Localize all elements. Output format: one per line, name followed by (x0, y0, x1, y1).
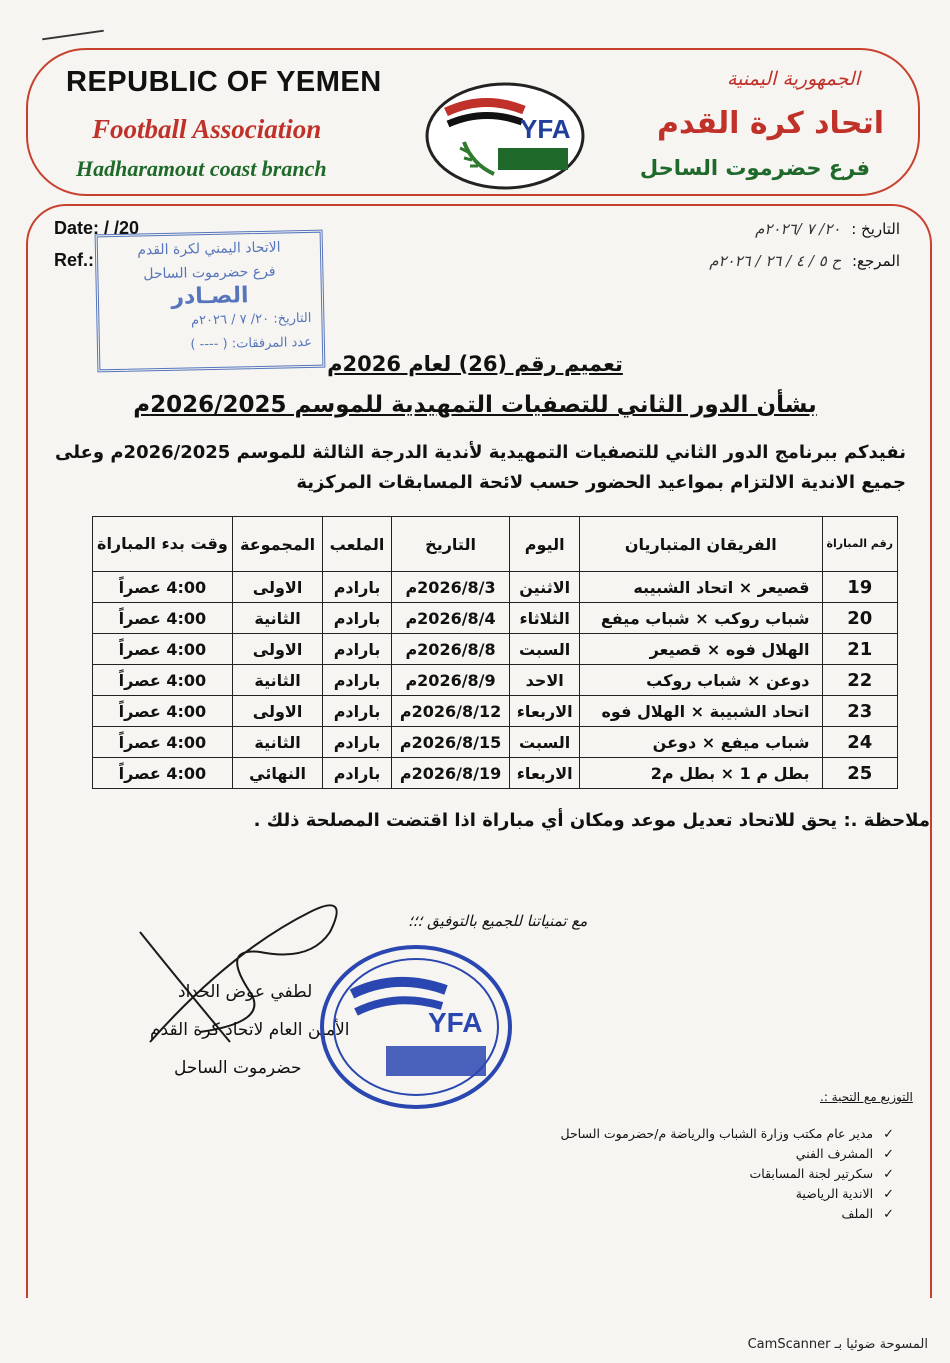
cell-match-number: 25 (822, 758, 897, 789)
cell-venue: بارادم (323, 758, 391, 789)
cell-day: السبت (510, 634, 580, 665)
cell-teams: بطل م 1 × بطل م2 (580, 758, 823, 789)
header-match-number: رقم المباراة (822, 517, 897, 572)
cell-group: الثانية (232, 727, 322, 758)
cell-group: الثانية (232, 665, 322, 696)
cell-venue: بارادم (323, 727, 391, 758)
closing-wishes: مع تمنياتنا للجميع بالتوفيق ؛؛؛ (408, 912, 588, 930)
circular-intro: نفيدكم ببرنامج الدور الثاني للتصفيات التمهيدية لأندية الدرجة الثالثة للموسم 2026/2025م وعلى جميع الاندية الالتزام بمواعيد الحضور حسب لائحة المسابقات المركزية (55, 442, 906, 493)
cell-match-number: 22 (822, 665, 897, 696)
outgoing-stamp (95, 230, 326, 373)
ar-branch-name: فرع حضرموت الساحل (639, 156, 870, 180)
en-association-name: Football Association (92, 114, 322, 144)
ar-ref-value: ح ٥ / ٤ / ٢٦ / ٢٠٢٦م (709, 252, 842, 270)
circular-number: تعميم رقم (26) لعام 2026م (327, 352, 623, 376)
cell-start-time: 4:00 عصراً (93, 727, 233, 758)
table-row (93, 634, 898, 665)
cell-day: الاحد (510, 665, 580, 696)
cell-date: 2026/8/9م (391, 665, 510, 696)
table-row (93, 603, 898, 634)
cell-start-time: 4:00 عصراً (93, 603, 233, 634)
round-official-stamp (316, 942, 516, 1112)
ar-association-name: اتحاد كرة القدم (657, 106, 884, 141)
match-schedule-table (92, 516, 898, 789)
cell-date: 2026/8/19م (391, 758, 510, 789)
cell-day: الاربعاء (510, 758, 580, 789)
cell-start-time: 4:00 عصراً (93, 634, 233, 665)
stamp-line-outgoing: الصـادر (171, 283, 249, 310)
cell-date: 2026/8/12م (391, 696, 510, 727)
ar-date-line (755, 220, 900, 238)
cell-venue: بارادم (323, 572, 391, 603)
ar-republic-title: الجمهورية اليمنية (726, 68, 860, 90)
en-ref-label: Ref.: (54, 250, 94, 270)
header-group: المجموعة (232, 517, 322, 572)
cell-venue: بارادم (323, 603, 391, 634)
cell-venue: بارادم (323, 696, 391, 727)
stamp-line-date: التاريخ: ٢٠/ ٧ / ٢٠٢٦م (190, 310, 312, 329)
cell-start-time: 4:00 عصراً (93, 572, 233, 603)
header-date: التاريخ (391, 517, 510, 572)
note-text: ملاحظة .: يحق للاتحاد تعديل موعد ومكان أي مباراة اذا اقتضت المصلحة ذلك . (253, 810, 930, 831)
corner-pen-mark (42, 30, 104, 41)
ar-date-label: التاريخ : (851, 220, 900, 238)
cell-start-time: 4:00 عصراً (93, 696, 233, 727)
signatory-name: لطفي عوض الحداد (178, 982, 313, 1002)
signatory-branch: حضرموت الساحل (174, 1058, 302, 1078)
table-header-row (93, 517, 898, 572)
cell-teams: شباب ميفع × دوعن (580, 727, 823, 758)
distribution-list (560, 1124, 894, 1224)
en-branch-name: Hadharamout coast branch (76, 156, 327, 181)
table-row (93, 665, 898, 696)
cell-day: الاربعاء (510, 696, 580, 727)
ar-ref-line (709, 252, 900, 270)
distribution-item: ✓ الملف (560, 1204, 894, 1224)
distribution-item: ✓ مدير عام مكتب وزارة الشباب والرياضة م/حضرموت الساحل (560, 1124, 894, 1144)
yfa-logo (424, 82, 586, 190)
table-row (93, 727, 898, 758)
signatory-title: الأمين العام لاتحاد كرة القدم (150, 1020, 350, 1040)
cell-date: 2026/8/8م (391, 634, 510, 665)
cell-teams: قصيعر × اتحاد الشبيبه (580, 572, 823, 603)
distribution-item: ✓ سكرتير لجنة المسابقات (560, 1164, 894, 1184)
header-teams: الفريقان المتباريان (580, 517, 823, 572)
ar-ref-label: المرجع: (852, 252, 900, 270)
cell-date: 2026/8/4م (391, 603, 510, 634)
en-date-label: Date: / /20 (54, 218, 140, 238)
cell-match-number: 23 (822, 696, 897, 727)
cell-date: 2026/8/15م (391, 727, 510, 758)
cell-match-number: 21 (822, 634, 897, 665)
stamp-logo-text: YFA (428, 1007, 483, 1038)
cell-teams: دوعن × شباب روكب (580, 665, 823, 696)
stamp-line-org: الاتحاد اليمني لكرة القدم (137, 239, 281, 259)
distribution-item: ✓ الاندية الرياضية (560, 1184, 894, 1204)
cell-start-time: 4:00 عصراً (93, 758, 233, 789)
cell-start-time: 4:00 عصراً (93, 665, 233, 696)
table-row (93, 696, 898, 727)
header-venue: الملعب (323, 517, 391, 572)
cell-venue: بارادم (323, 634, 391, 665)
cell-match-number: 19 (822, 572, 897, 603)
cell-venue: بارادم (323, 665, 391, 696)
cell-match-number: 24 (822, 727, 897, 758)
cell-group: الاولى (232, 696, 322, 727)
en-republic-title: REPUBLIC OF YEMEN (66, 66, 382, 98)
header-day: اليوم (510, 517, 580, 572)
scanner-footer: CamScanner المسوحة ضوئيا بـ (747, 1337, 928, 1352)
distribution-title: التوزيع مع التحية :. (820, 1090, 913, 1104)
cell-group: النهائي (232, 758, 322, 789)
cell-day: الاثنين (510, 572, 580, 603)
cell-teams: شباب روكب × شباب ميفع (580, 603, 823, 634)
stamp-line-branch: فرع حضرموت الساحل (143, 263, 276, 283)
ar-date-value: ٢٠/ ٧ /٢٠٢٦م (755, 220, 841, 238)
cell-group: الاولى (232, 572, 322, 603)
cell-day: الثلاثاء (510, 603, 580, 634)
table-body (93, 572, 898, 789)
header-start-time: وقت بدء المباراة (93, 517, 233, 572)
circular-subject: بشأن الدور الثاني للتصفيات التمهيدية للموسم 2026/2025م (133, 392, 817, 418)
stamp-line-attachments: عدد المرفقات: ( ---- ) (190, 334, 313, 353)
logo-text: YFA (520, 114, 571, 144)
cell-day: السبت (510, 727, 580, 758)
cell-group: الاولى (232, 634, 322, 665)
cell-teams: الهلال فوه × قصيعر (580, 634, 823, 665)
cell-group: الثانية (232, 603, 322, 634)
distribution-item: ✓ المشرف الفني (560, 1144, 894, 1164)
cell-match-number: 20 (822, 603, 897, 634)
table-row (93, 572, 898, 603)
cell-teams: اتحاد الشبيبة × الهلال فوه (580, 696, 823, 727)
cell-date: 2026/8/3م (391, 572, 510, 603)
table-row (93, 758, 898, 789)
